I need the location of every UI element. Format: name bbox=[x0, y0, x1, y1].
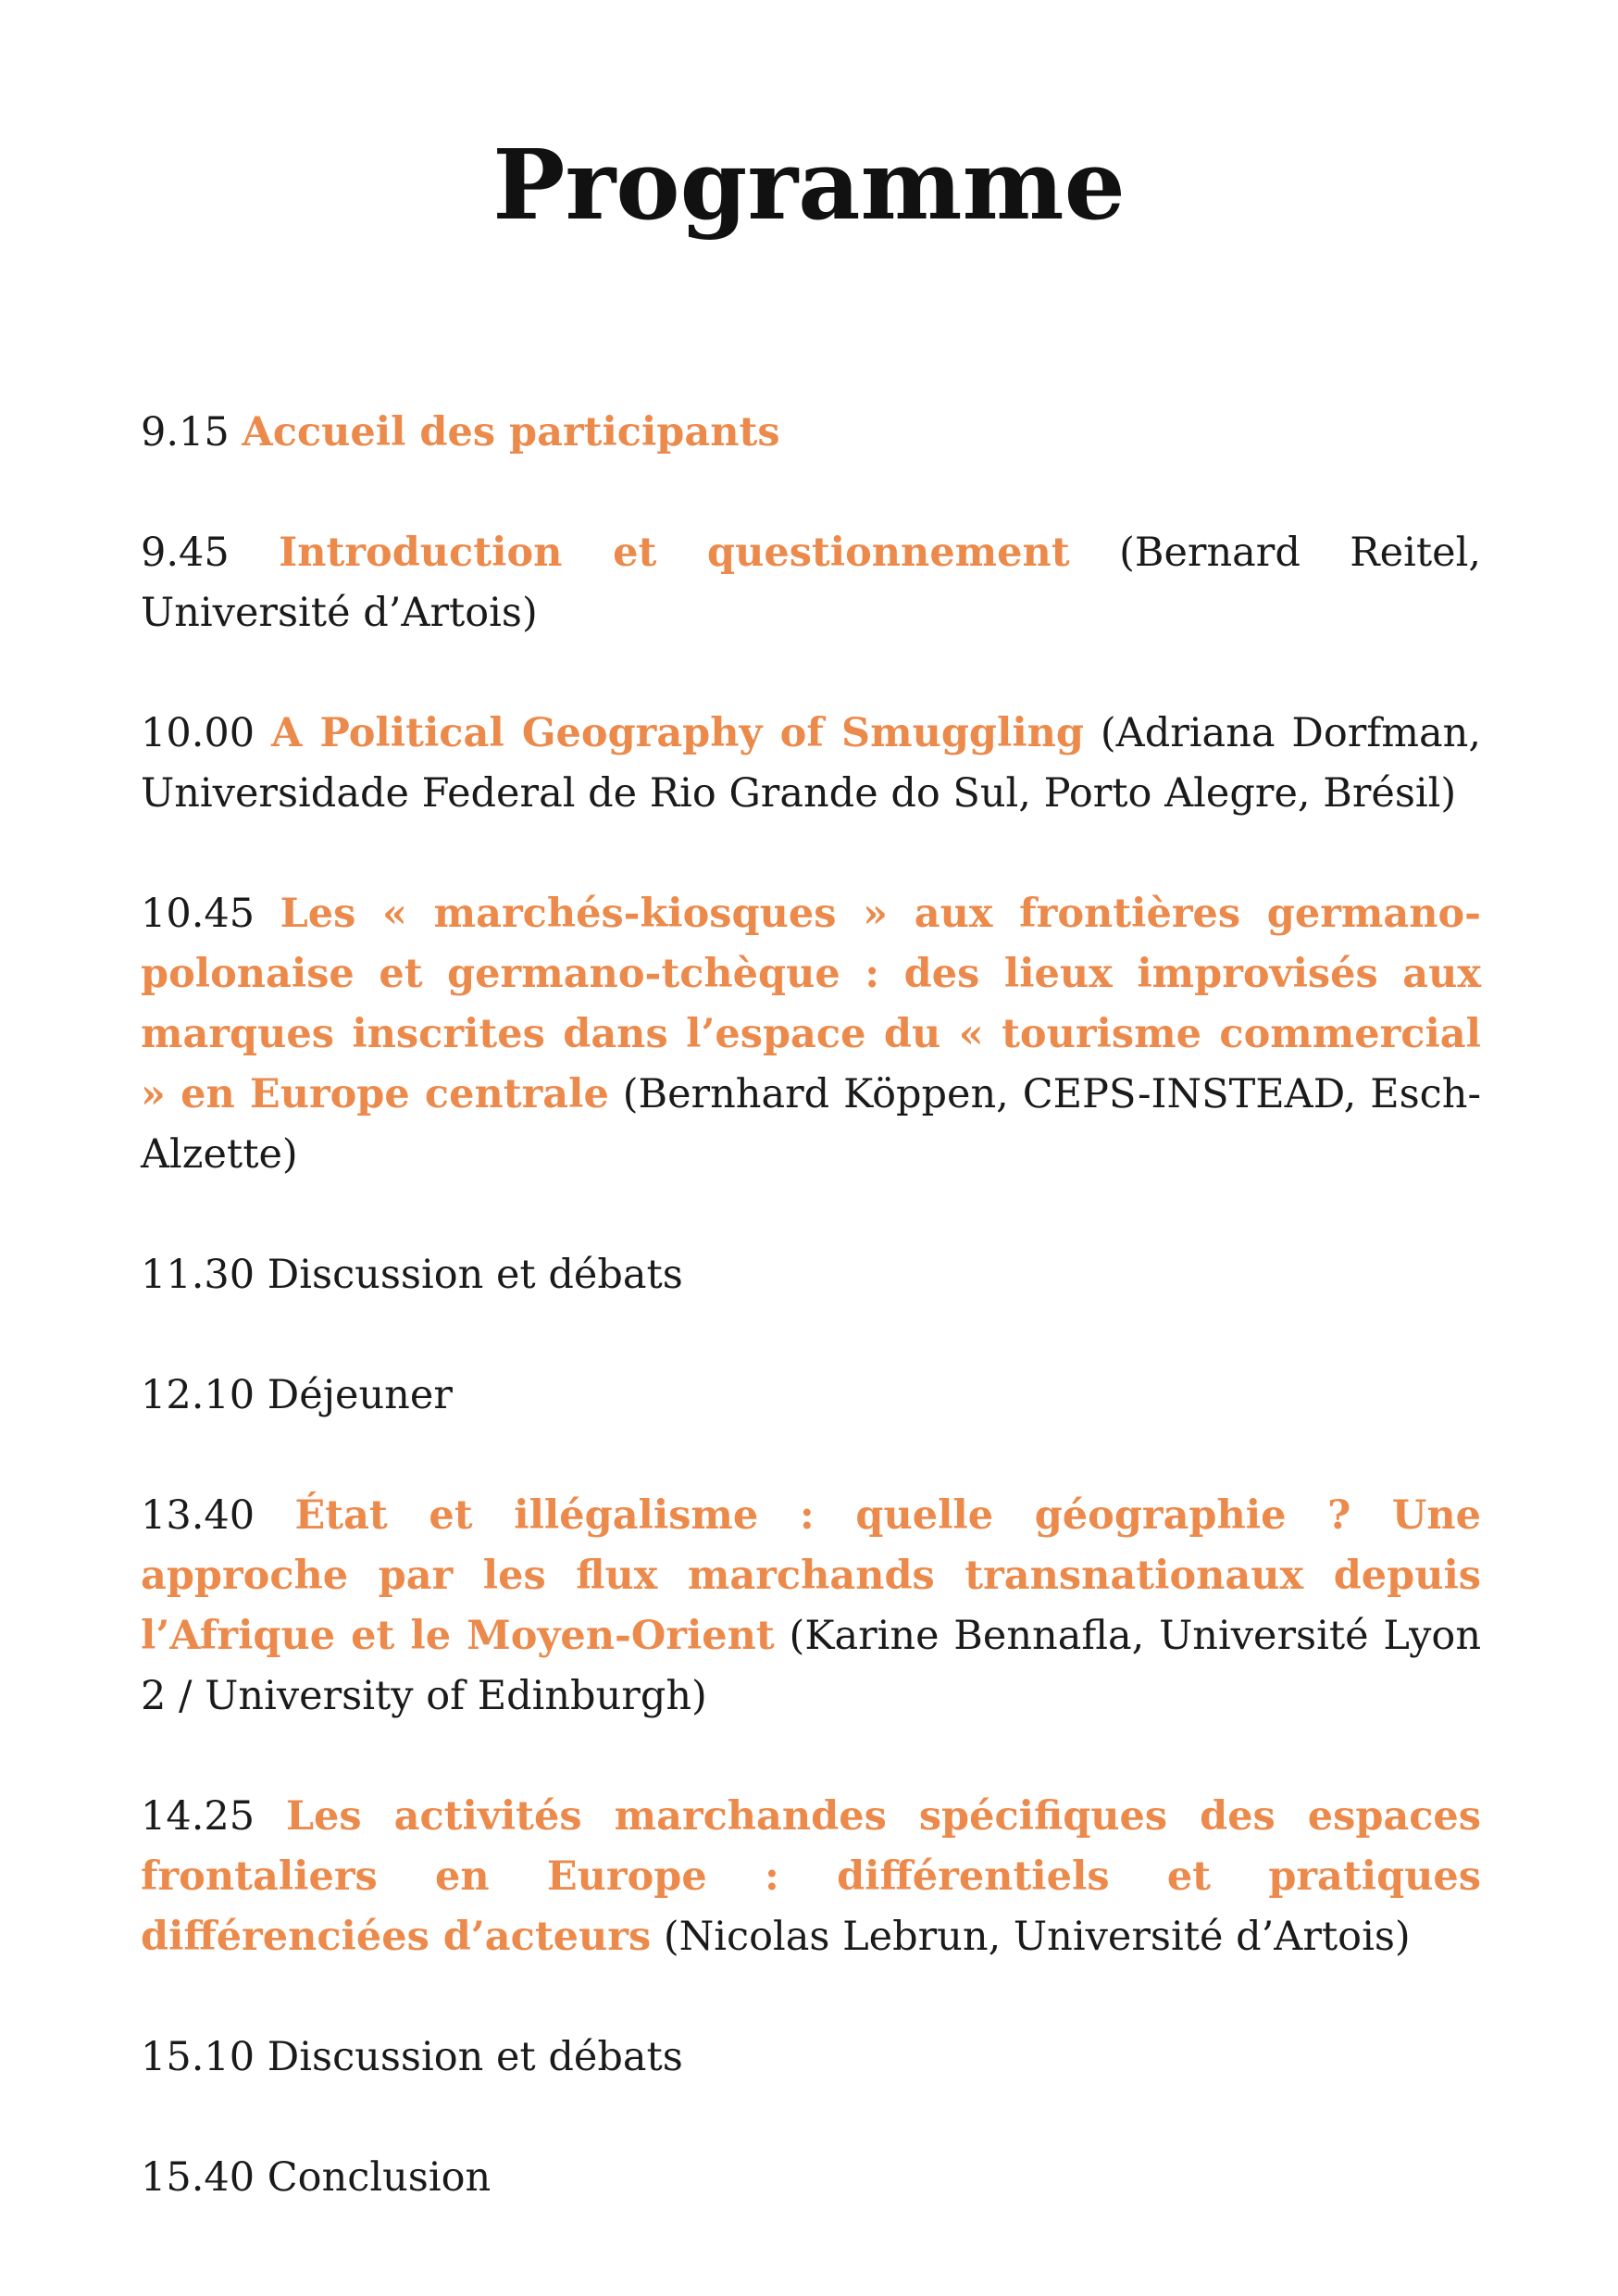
entry-speaker: (Adriana Dorfman, Universidade Federal de Rio Grande do Sul, Porto Alegre, Brésil) bbox=[141, 710, 1482, 817]
entry-speaker: (Nicolas Lebrun, Université d’Artois) bbox=[663, 1914, 1411, 1960]
programme-entry-1340 bbox=[141, 1486, 1481, 1727]
entry-topic: Accueil des participants bbox=[242, 409, 780, 455]
page-title: Programme bbox=[492, 128, 1126, 242]
entry-time: 9.15 bbox=[141, 409, 230, 455]
entry-time: 15.40 bbox=[141, 2154, 255, 2201]
entry-text: Discussion et débats bbox=[267, 2034, 683, 2080]
entry-time: 11.30 bbox=[141, 1252, 255, 1298]
entry-topic: Les activités marchandes spécifiques des espaces frontaliers en Europe : différentiels et pratiques différenciées d’acteurs bbox=[141, 1793, 1482, 1960]
entry-time: 9.45 bbox=[141, 530, 230, 576]
entry-topic: Les « marchés-kiosques » aux frontières germano-polonaise et germano-tchèque : des lieux improvisés aux marques inscrites dans l’espace du « tourisme commercial » en Europe centrale bbox=[141, 891, 1482, 1117]
entry-time: 10.00 bbox=[141, 710, 255, 756]
entry-time: 14.25 bbox=[141, 1793, 255, 1840]
programme-list bbox=[141, 403, 1481, 2268]
entry-time: 10.45 bbox=[141, 891, 255, 937]
entry-time: 12.10 bbox=[141, 1372, 255, 1418]
entry-topic: Introduction et questionnement bbox=[279, 530, 1070, 576]
entry-text: Conclusion bbox=[267, 2154, 492, 2201]
programme-entry-1000 bbox=[141, 704, 1481, 824]
programme-entry-1130 bbox=[141, 1245, 1481, 1305]
programme-entry-1540 bbox=[141, 2148, 1481, 2208]
entry-speaker: (Bernard Reitel, Université d’Artois) bbox=[141, 530, 1481, 636]
entry-topic: A Political Geography of Smuggling bbox=[271, 710, 1084, 756]
entry-speaker: (Karine Bennafla, Université Lyon 2 / University of Edinburgh) bbox=[141, 1613, 1482, 1719]
entry-speaker: (Bernhard Köppen, CEPS-INSTEAD, Esch-Alzette) bbox=[141, 1071, 1481, 1178]
programme-entry-1045 bbox=[141, 884, 1481, 1185]
entry-text: Déjeuner bbox=[267, 1372, 453, 1418]
entry-time: 15.10 bbox=[141, 2034, 255, 2080]
programme-entry-1510 bbox=[141, 2028, 1481, 2088]
entry-time: 13.40 bbox=[141, 1492, 255, 1539]
entry-text: Discussion et débats bbox=[267, 1252, 683, 1298]
entry-topic: État et illégalisme : quelle géographie ? Une approche par les flux marchands transnationaux depuis l’Afrique et le Moyen-Orient bbox=[141, 1492, 1482, 1659]
programme-entry-0915 bbox=[141, 403, 1481, 463]
programme-entry-1210 bbox=[141, 1366, 1481, 1426]
programme-entry-1425 bbox=[141, 1787, 1481, 1967]
programme-entry-0945 bbox=[141, 523, 1481, 643]
